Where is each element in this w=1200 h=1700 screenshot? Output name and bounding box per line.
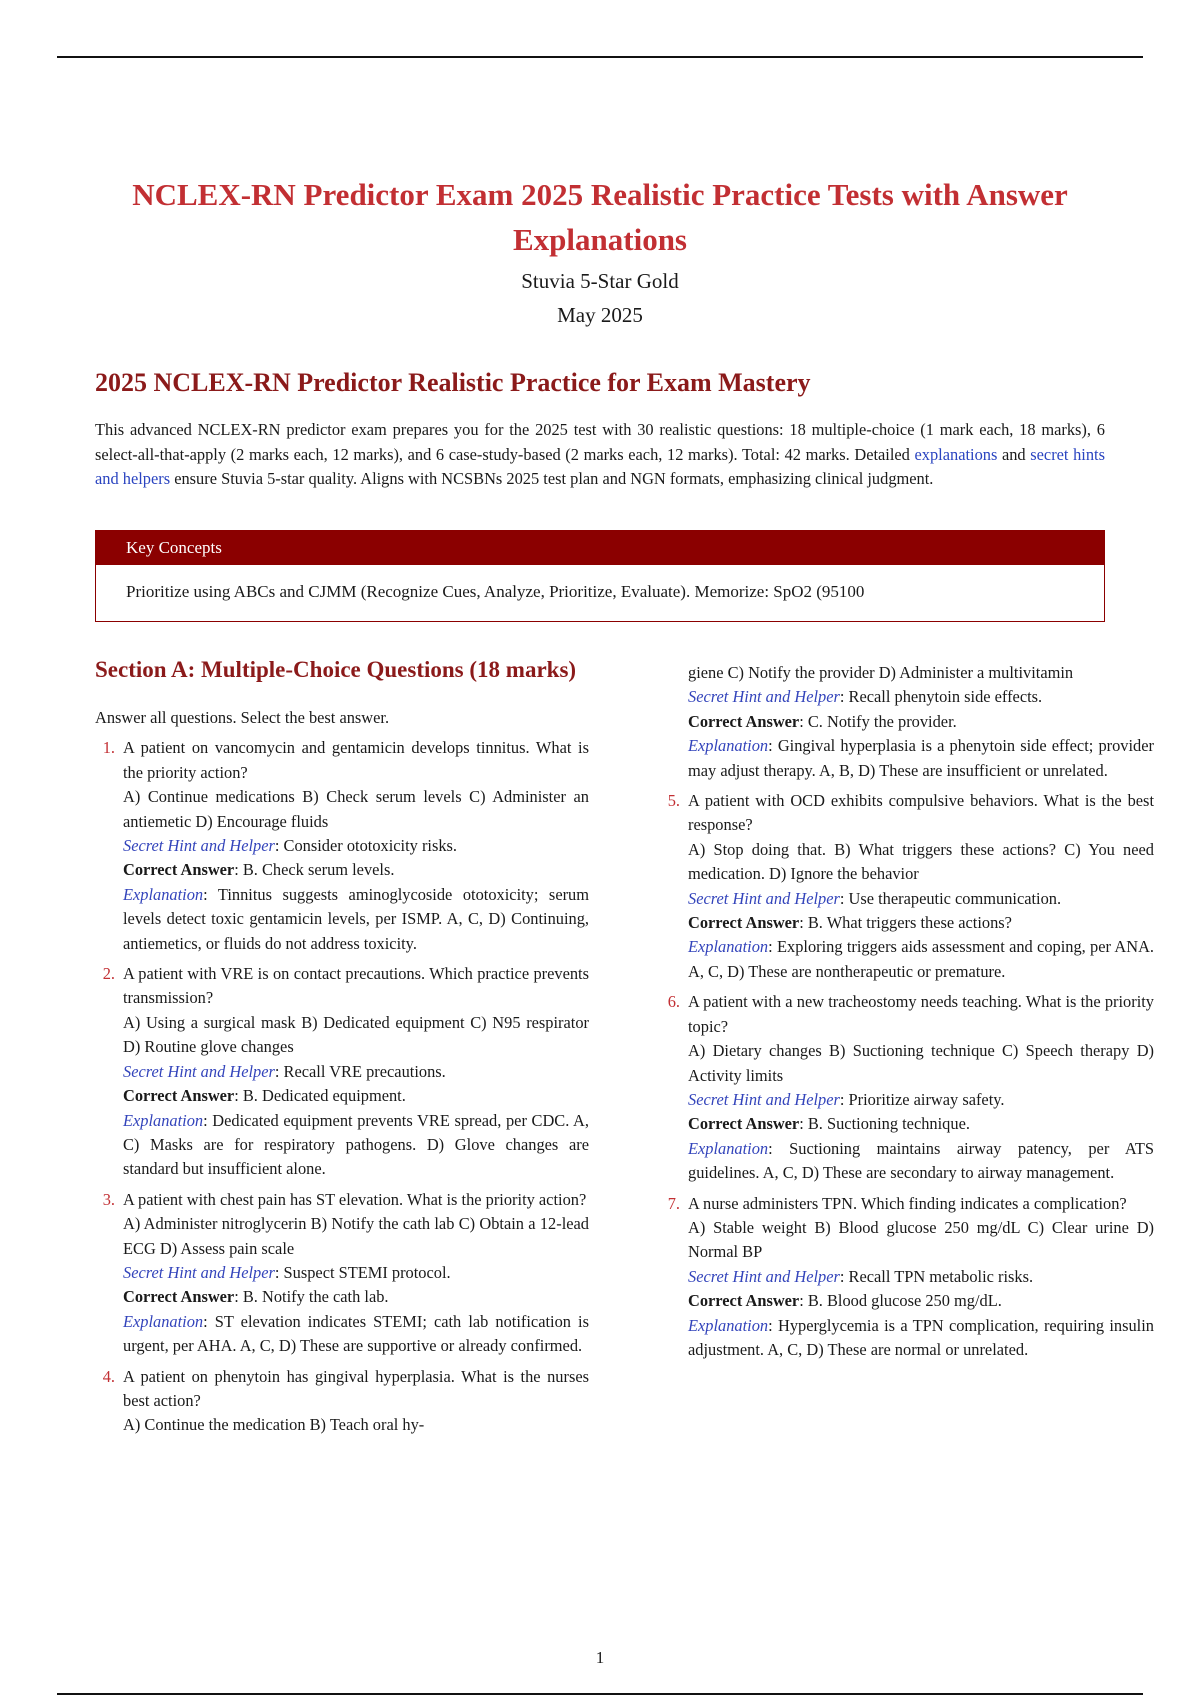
hint [688, 1088, 1154, 1112]
question-item [660, 1192, 1154, 1363]
document-meta [80, 264, 1120, 332]
explanation [688, 935, 1154, 984]
hint [688, 1265, 1154, 1289]
intro-text: and [997, 444, 1031, 464]
answer-text: : B. Check serum levels. [234, 860, 395, 880]
intro-text: This advanced NCLEX-RN predictor exam prepares you for the 2025 test with 30 realistic questions: 18 multiple-choice (1 mark each, 18 marks), 6 select-all-that-apply (2 marks each, 12 marks), and 6 case-study-based (2 marks each, 12 marks). Total: 42 marks. Detailed [95, 420, 1105, 464]
question-item [660, 990, 1154, 1185]
hint [123, 1261, 589, 1285]
answer-text: : B. Dedicated equipment. [234, 1086, 406, 1106]
key-concepts-text: Prioritize using ABCs and CJMM (Recognize Cues, Analyze, Prioritize, Evaluate). Memorize: SpO2 (95100 [126, 582, 865, 601]
question-stem: A nurse administers TPN. Which finding indicates a complication? [688, 1193, 1127, 1213]
hint-text: : Suspect STEMI protocol. [274, 1262, 451, 1282]
question-number: 7. [667, 1193, 680, 1213]
answer [123, 858, 589, 882]
question-options: A) Continue the medication B) Teach oral hy- [123, 1415, 425, 1435]
hint-text: : Consider ototoxicity risks. [274, 836, 458, 856]
hint-label: Secret Hint and Helper [688, 687, 840, 707]
hint-label: Secret Hint and Helper [123, 1262, 275, 1282]
question-options: A) Administer nitroglycerin B) Notify the cath lab C) Obtain a 12-lead ECG D) Assess pain scale [123, 1214, 589, 1258]
hint-label: Secret Hint and Helper [688, 888, 840, 908]
question-item [95, 962, 589, 1182]
answer-label: Correct Answer [688, 711, 800, 731]
question-body [123, 1365, 589, 1438]
question-stem: A patient with chest pain has ST elevation. What is the priority action? [123, 1189, 587, 1209]
question-stem: A patient on phenytoin has gingival hyperplasia. What is the nurses best action? [123, 1366, 589, 1410]
hint [123, 1060, 589, 1084]
question-number: 2. [102, 964, 115, 984]
question-number: 4. [102, 1366, 115, 1386]
hint-label: Secret Hint and Helper [123, 1061, 275, 1081]
hint-text: : Recall phenytoin side effects. [839, 687, 1043, 707]
answer-label: Correct Answer [688, 1114, 800, 1134]
answer-text: : C. Notify the provider. [799, 711, 957, 731]
explanation-label: Explanation [688, 937, 769, 957]
question-number: 5. [667, 791, 680, 811]
left-column [95, 655, 589, 1444]
explanation [688, 1137, 1154, 1186]
explanation-text: : Dedicated equipment prevents VRE spread, per CDC. A, C) Masks are for respiratory pathogens. D) Glove changes are standard but insufficient alone. [123, 1110, 589, 1179]
question-body [688, 990, 1154, 1185]
question-stem: A patient with OCD exhibits compulsive behaviors. What is the best response? [688, 791, 1154, 835]
explanation-label: Explanation [688, 1315, 769, 1335]
key-concepts-box [95, 530, 1105, 622]
explanations-link[interactable]: explanations [914, 444, 998, 464]
explanation-label: Explanation [688, 736, 769, 756]
answer-text: : B. Suctioning technique. [799, 1114, 970, 1134]
footer-rule [57, 1693, 1143, 1695]
answer-label: Correct Answer [123, 1086, 235, 1106]
question-item [95, 1365, 589, 1438]
document-author: Stuvia 5-Star Gold [521, 269, 679, 293]
explanation [123, 1109, 589, 1182]
explanation [123, 1310, 589, 1359]
question-number: 3. [102, 1189, 115, 1209]
question-item [95, 736, 589, 956]
question-item [95, 1188, 589, 1359]
explanation [688, 1314, 1154, 1363]
hint-label: Secret Hint and Helper [688, 1089, 840, 1109]
document-title: NCLEX-RN Predictor Exam 2025 Realistic Practice Tests with Answer Explanations [132, 177, 1068, 257]
answer-label: Correct Answer [688, 913, 800, 933]
question-number: 1. [102, 738, 115, 758]
hints-link[interactable]: secret hints and helpers [95, 444, 1105, 488]
question-stem: A patient with VRE is on contact precautions. Which practice prevents transmission? [123, 964, 589, 1008]
question-body [688, 1192, 1154, 1363]
question-options: giene C) Notify the provider D) Administer a multivitamin [688, 663, 1074, 682]
question-options: A) Continue medications B) Check serum levels C) Administer an antiemetic D) Encourage fluids [123, 787, 589, 831]
document-date: May 2025 [557, 303, 643, 327]
explanation [123, 883, 589, 956]
hint-text: : Recall TPN metabolic risks. [839, 1266, 1034, 1286]
header-rule [57, 56, 1143, 58]
hint-label: Secret Hint and Helper [688, 1266, 840, 1286]
answer [123, 1285, 589, 1309]
question-options: A) Stable weight B) Blood glucose 250 mg/dL C) Clear urine D) Normal BP [688, 1217, 1154, 1262]
answer [688, 1112, 1154, 1136]
hint-label: Secret Hint and Helper [123, 836, 275, 856]
section-heading: 2025 NCLEX-RN Predictor Realistic Practice for Exam Mastery [95, 368, 811, 397]
explanation-text: : Suctioning maintains airway patency, per ATS guidelines. A, C, D) These are secondary to airway management. [688, 1138, 1154, 1183]
hint [688, 887, 1154, 911]
intro-text: ensure Stuvia 5-star quality. Aligns with NCSBNs 2025 test plan and NGN formats, emphasizing clinical judgment. [170, 469, 934, 488]
question-item [660, 789, 1154, 984]
question-body [688, 661, 1154, 783]
explanation-label: Explanation [123, 1311, 204, 1331]
answer-text: : B. Notify the cath lab. [234, 1287, 389, 1307]
page-number: 1 [595, 1648, 605, 1667]
question-options: A) Dietary changes B) Suctioning technique C) Speech therapy D) Activity limits [688, 1041, 1154, 1085]
question-number: 6. [667, 992, 680, 1012]
hint [688, 685, 1154, 709]
question-body [688, 789, 1154, 984]
hint-text: : Prioritize airway safety. [839, 1089, 1005, 1109]
explanation-text: : ST elevation indicates STEMI; cath lab notification is urgent, per AHA. A, C, D) These are supportive or already confirmed. [123, 1311, 589, 1356]
explanation-text: : Gingival hyperplasia is a phenytoin side effect; provider may adjust therapy. A, B, D) These are insufficient or unrelated. [688, 736, 1154, 780]
answer-text: : B. Blood glucose 250 mg/dL. [799, 1291, 1002, 1311]
explanation-text: : Tinnitus suggests aminoglycoside ototoxicity; serum levels detect toxic gentamicin levels, per ISMP. A, C, D) Continuing, antiemetics, or fluids do not address toxicity. [123, 884, 589, 953]
hint-text: : Use therapeutic communication. [839, 888, 1062, 908]
question-options: A) Using a surgical mask B) Dedicated equipment C) N95 respirator D) Routine glove changes [123, 1012, 589, 1057]
key-concepts-label: Key Concepts [96, 531, 1104, 565]
section-a-heading: Section A: Multiple-Choice Questions (18 marks) [95, 657, 577, 682]
answer-text: : B. What triggers these actions? [799, 913, 1012, 933]
section-a-instructions: Answer all questions. Select the best answer. [95, 708, 390, 727]
answer-label: Correct Answer [688, 1291, 800, 1311]
explanation-text: : Exploring triggers aids assessment and coping, per ANA. A, C, D) These are nontherapeutic or premature. [688, 937, 1154, 981]
answer [688, 1289, 1154, 1313]
answer-label: Correct Answer [123, 860, 235, 880]
question-body [123, 1188, 589, 1359]
intro-paragraph [95, 418, 1105, 492]
answer [688, 710, 1154, 734]
answer-label: Correct Answer [123, 1287, 235, 1307]
question-options: A) Stop doing that. B) What triggers these actions? C) You need medication. D) Ignore the behavior [688, 839, 1154, 884]
hint [123, 834, 589, 858]
explanation-text: : Hyperglycemia is a TPN complication, requiring insulin adjustment. A, C, D) These are normal or unrelated. [688, 1315, 1154, 1359]
answer [123, 1084, 589, 1108]
right-column [660, 661, 1154, 1368]
question-stem: A patient on vancomycin and gentamicin develops tinnitus. What is the priority action? [123, 738, 589, 782]
explanation-label: Explanation [123, 1110, 204, 1130]
question-body [123, 736, 589, 956]
explanation-label: Explanation [688, 1138, 769, 1158]
explanation-label: Explanation [123, 884, 204, 904]
hint-text: : Recall VRE precautions. [274, 1061, 446, 1081]
question-stem: A patient with a new tracheostomy needs teaching. What is the priority topic? [688, 992, 1154, 1036]
question-item-continued [660, 661, 1154, 783]
question-body [123, 962, 589, 1182]
answer [688, 911, 1154, 935]
explanation [688, 734, 1154, 783]
